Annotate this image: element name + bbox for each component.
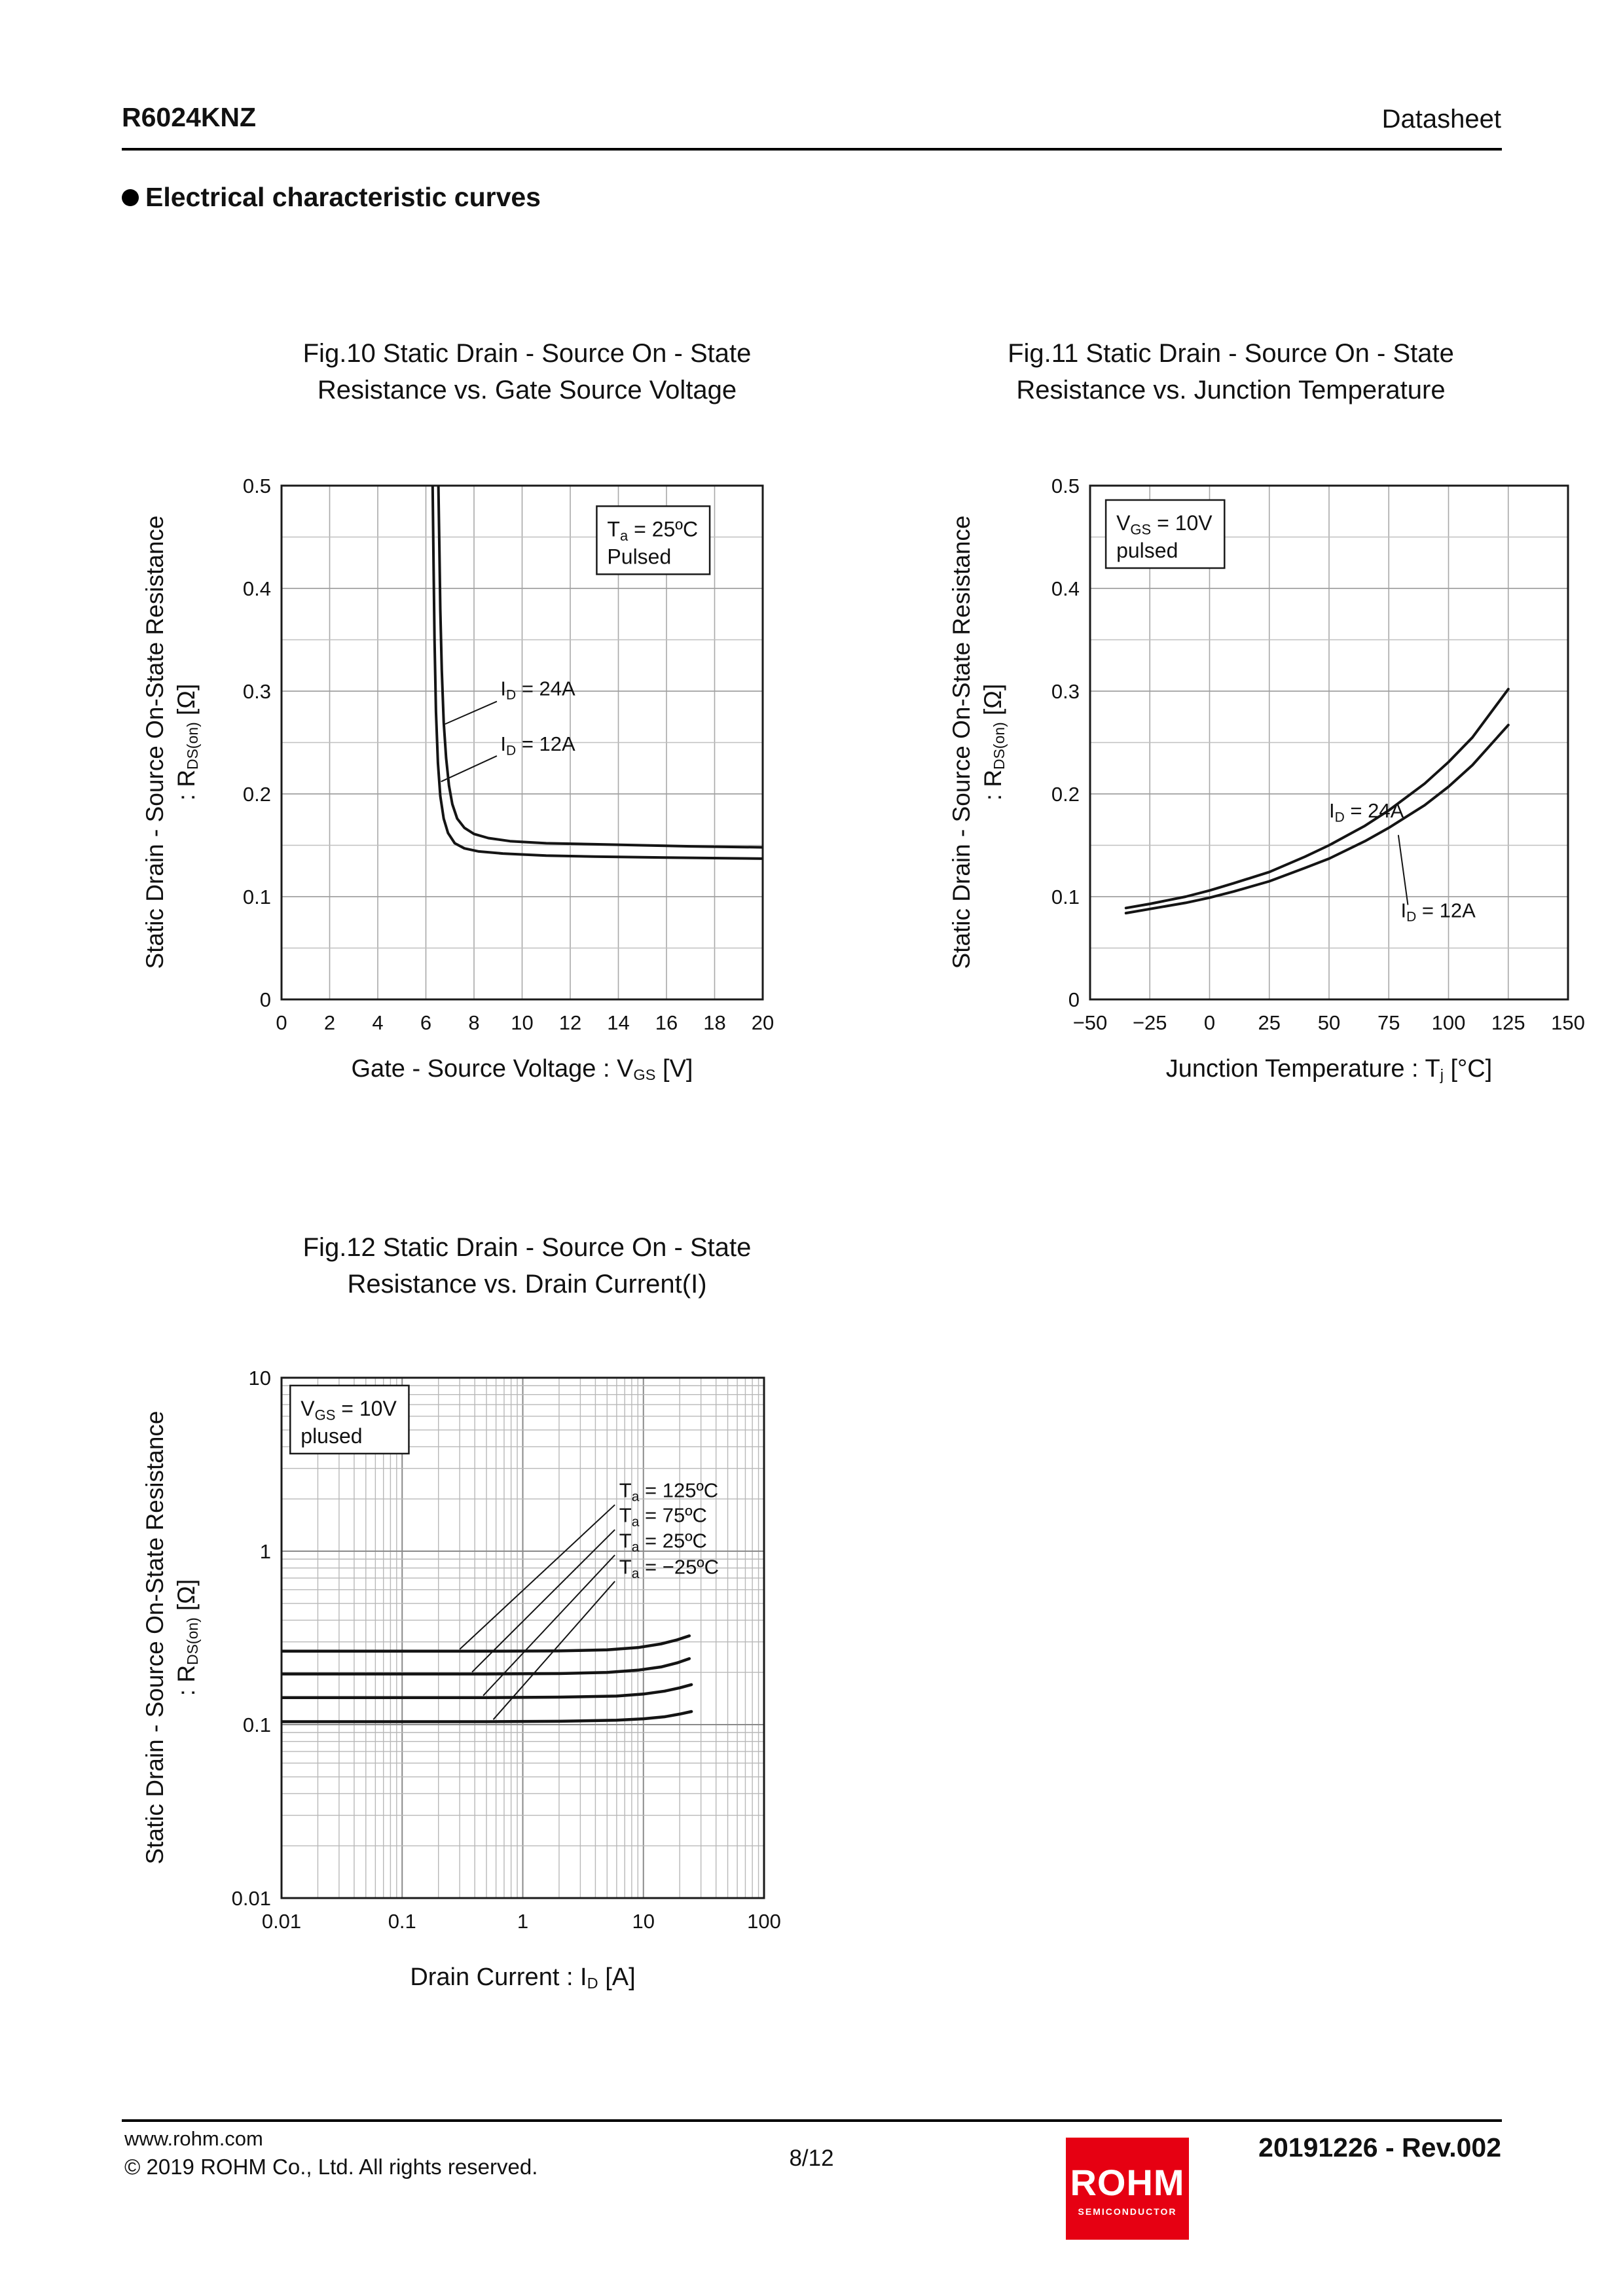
svg-text:100: 100 [1431,1011,1466,1034]
fig11-condition-note [1106,500,1224,568]
svg-text:0: 0 [259,988,271,1011]
svg-text:−25: −25 [1132,1011,1167,1034]
rohm-logo-subtext: SEMICONDUCTOR [1078,2206,1177,2217]
svg-text:4: 4 [372,1011,384,1034]
svg-text:10: 10 [632,1910,655,1933]
fig11-title-line2: Resistance vs. Junction Temperature [1016,376,1446,404]
svg-text:14: 14 [607,1011,630,1034]
fig11-chart [1051,475,1585,1034]
svg-text:ID = 12A: $I_D = 12A$ [500,732,575,759]
svg-text:Ta = −25ºC: $T_a$ = −25ºC [619,1555,720,1581]
svg-text:12: 12 [558,1011,582,1034]
fig11-series [1126,689,1508,913]
product-title: R6024KNZ [122,102,257,132]
svg-text:6: 6 [420,1011,432,1034]
rohm-logo [1066,2138,1189,2240]
fig10-y-axis-label-line2: : $R_{DS(on)}$ [Ω] [173,683,202,801]
svg-text:1: 1 [517,1910,529,1933]
svg-text:Ta = 25ºC: $T_a$ = 25ºC [619,1529,707,1555]
page-number: 8/12 [789,2145,834,2171]
fig12-chart [232,1367,781,1933]
svg-text:25: 25 [1258,1011,1281,1034]
svg-text:75: 75 [1377,1011,1400,1034]
svg-text:10: 10 [248,1367,271,1390]
fig12-title-line1: Fig.12 Static Drain - Source On - State [302,1233,752,1262]
section-heading-label: Electrical characteristic curves [145,182,541,212]
svg-text:8: 8 [468,1011,480,1034]
svg-text:1: 1 [259,1540,271,1563]
svg-text:0.1: 0.1 [242,886,271,908]
footer-copyright: © 2019 ROHM Co., Ltd. All rights reserved. [124,2155,538,2179]
svg-text:150: 150 [1551,1011,1585,1034]
svg-text:0.01: 0.01 [261,1910,302,1933]
svg-text:0.3: 0.3 [1051,680,1080,703]
svg-text:Ta = 125ºC: $T_a$ = 125ºC [619,1479,719,1505]
svg-text:0: 0 [276,1011,287,1034]
fig11-y-axis-label-line1: Static Drain - Source On-State Resistance [948,515,975,969]
svg-text:−50: −50 [1072,1011,1108,1034]
fig12-y-axis-label-line2: : $R_{DS(on)}$ [Ω] [173,1579,202,1696]
svg-text:125: 125 [1491,1011,1525,1034]
fig10-condition-note [596,506,710,574]
svg-text:10: 10 [511,1011,534,1034]
fig11-y-axis-label-line2: : $R_{DS(on)}$ [Ω] [979,683,1008,801]
footer-website: www.rohm.com [124,2127,263,2150]
svg-text:Ta = 25ºC: $T_a$ = 25ºC [607,517,699,544]
document-type-label: Datasheet [1381,105,1501,134]
svg-text:0.2: 0.2 [1051,783,1080,806]
svg-text:VGS = 10V: $V_{GS} = 10V$ [301,1396,397,1424]
svg-text:0.4: 0.4 [1051,577,1080,600]
fig10-title-line1: Fig.10 Static Drain - Source On - State [302,339,752,368]
svg-text:0: 0 [1203,1011,1216,1034]
svg-text:18: 18 [703,1011,726,1034]
fig12-x-axis-label: Drain Current : $I_D$ [A] [410,1964,636,1992]
svg-text:100: 100 [747,1910,781,1933]
fig12-grid [282,1378,764,1898]
svg-text:plused: plused [301,1424,363,1448]
svg-text:0.01: 0.01 [231,1887,271,1910]
svg-text:0.1: 0.1 [388,1910,416,1933]
svg-text:50: 50 [1317,1011,1341,1034]
svg-text:0.2: 0.2 [242,783,271,806]
svg-text:0.3: 0.3 [242,680,271,703]
svg-text:0.5: 0.5 [1051,475,1080,497]
footer-divider [122,2119,1502,2122]
fig12-y-axis-label-line1: Static Drain - Source On-State Resistance [141,1410,168,1865]
fig10-y-axis-label-line1: Static Drain - Source On-State Resistance [141,515,168,969]
fig12-title-line2: Resistance vs. Drain Current(I) [347,1270,707,1299]
svg-text:2: 2 [323,1011,336,1034]
svg-text:0.4: 0.4 [242,577,271,600]
svg-text:pulsed: pulsed [1116,538,1178,562]
fig11-x-axis-label: Junction Temperature : $T_j$ [°C] [1165,1055,1493,1084]
svg-text:Ta = 75ºC: $T_a$ = 75ºC [619,1503,707,1530]
svg-text:ID = 24A: $I_D = 24A$ [500,677,575,703]
svg-text:VGS = 10V: $V_{GS} = 10V$ [1116,511,1213,538]
svg-text:0: 0 [1068,988,1080,1011]
svg-text:Pulsed: Pulsed [607,545,672,569]
svg-text:0.1: 0.1 [242,1713,271,1736]
fig12-condition-note [290,1386,409,1454]
svg-text:ID = 12A: $I_D = 12A$ [1400,899,1476,925]
fig10-title-line2: Resistance vs. Gate Source Voltage [317,376,737,404]
rohm-logo-text: ROHM [1070,2161,1185,2203]
svg-text:20: 20 [751,1011,775,1034]
fig11-title-line1: Fig.11 Static Drain - Source On - State [1008,339,1454,368]
svg-text:16: 16 [655,1011,678,1034]
revision-label: 20191226 - Rev.002 [1258,2132,1501,2162]
svg-text:0.1: 0.1 [1051,886,1080,908]
fig10-chart [243,475,774,1034]
fig10-x-axis-label: Gate - Source Voltage : $V_{GS}$ [V] [351,1055,693,1084]
svg-text:ID = 24A: $I_D = 24A$ [1329,799,1404,825]
svg-text:0.5: 0.5 [242,475,271,497]
